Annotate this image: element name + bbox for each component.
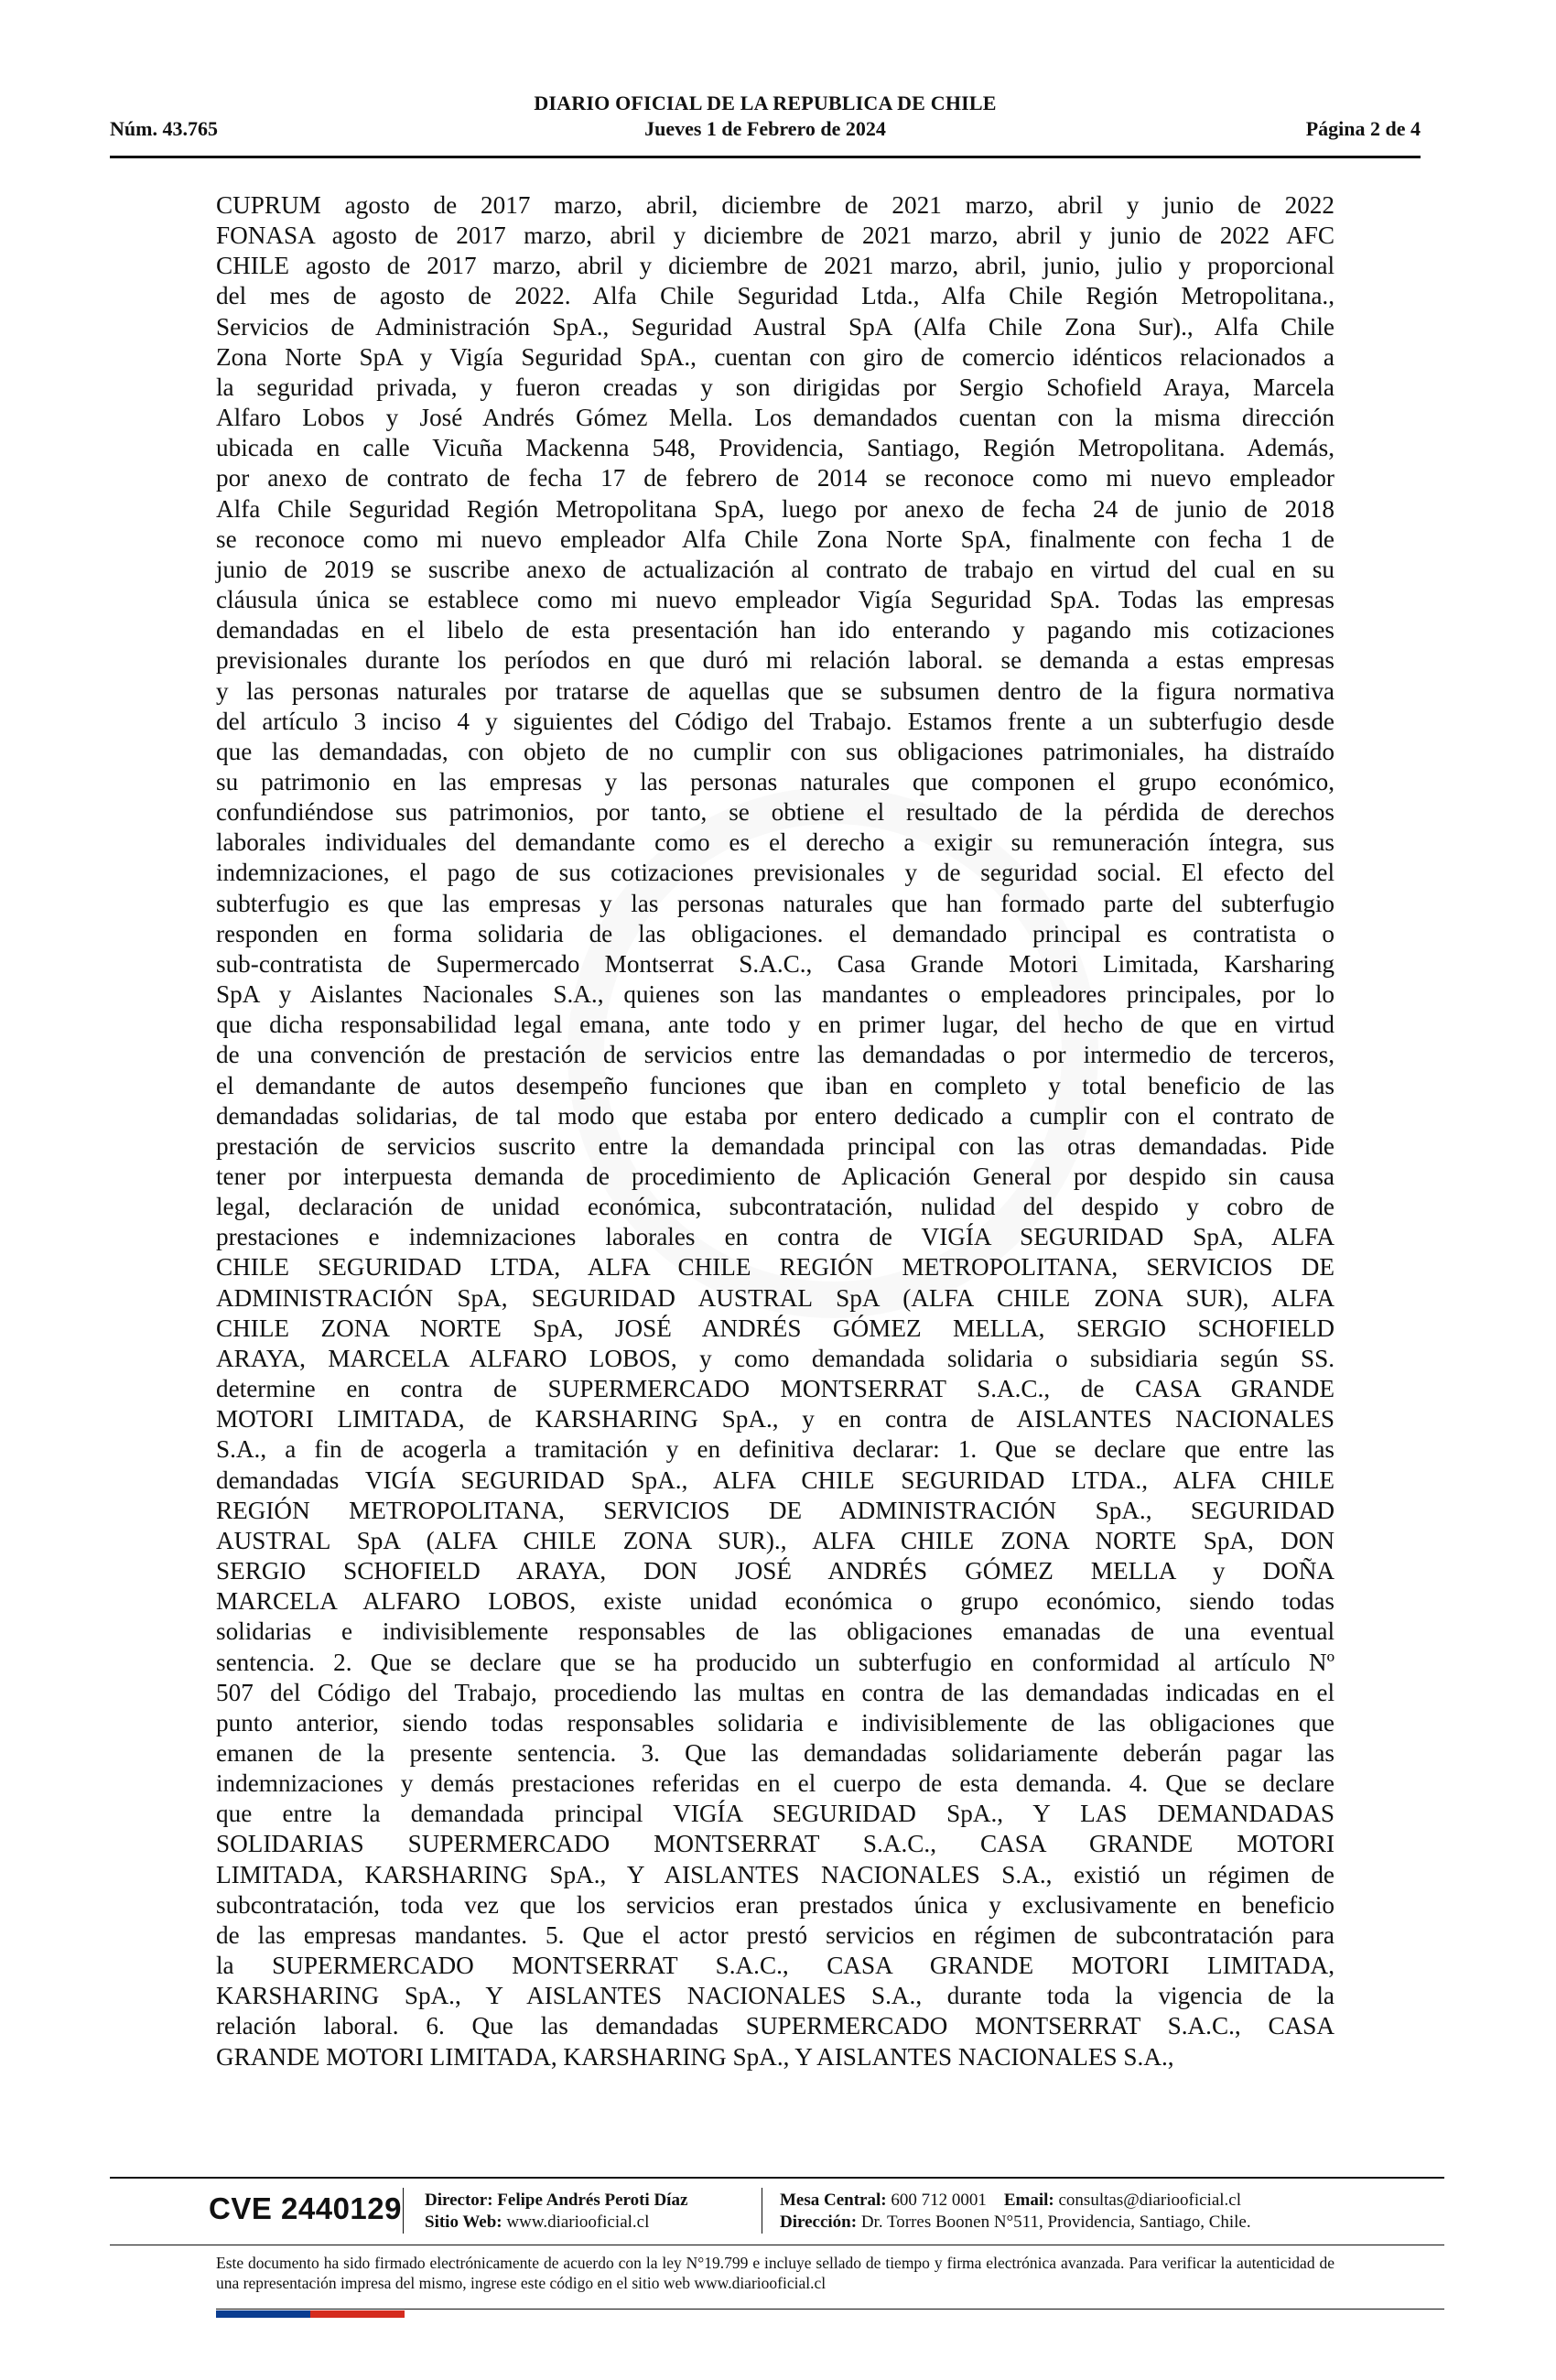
issue-date: Jueves 1 de Febrero de 2024 [644, 117, 886, 140]
body-line: ADMINISTRACIÓN SpA, SEGURIDAD AUSTRAL SpA (ALFA CHILE ZONA SUR), ALFA [216, 1283, 1334, 1312]
body-line: LIMITADA, KARSHARING SpA., Y AISLANTES NACIONALES S.A., existió un régimen de [216, 1860, 1334, 1888]
footer-director-block [425, 2190, 687, 2234]
body-line: CUPRUM agosto de 2017 marzo, abril, diciembre de 2021 marzo, abril y junio de 2022 [216, 191, 1334, 219]
body-line: junio de 2019 se suscribe anexo de actualización al contrato de trabajo en virtud del cual en su [216, 555, 1334, 583]
body-line: la seguridad privada, y fueron creadas y son dirigidas por Sergio Schofield Araya, Marcela [216, 373, 1334, 401]
body-line: subcontratación, toda vez que los servicios eran prestados única y exclusivamente en beneficio [216, 1890, 1334, 1919]
body-line: que dicha responsabilidad legal emana, ante todo y en primer lugar, del hecho de que en virtud [216, 1011, 1334, 1039]
body-line: por anexo de contrato de fecha 17 de febrero de 2014 se reconoce como mi nuevo empleador [216, 464, 1334, 492]
director-label: Director: [425, 2191, 493, 2210]
masthead [110, 92, 1421, 145]
body-line: 507 del Código del Trabajo, procediendo las multas en contra de las demandadas indicadas en el [216, 1678, 1334, 1706]
body-line: del mes de agosto de 2022. Alfa Chile Seguridad Ltda., Alfa Chile Región Metropolitana., [216, 282, 1334, 310]
body-line: SpA y Aislantes Nacionales S.A., quienes son las mandantes o empleadores principales, por lo [216, 980, 1334, 1009]
page-indicator: Página 2 de 4 [1305, 117, 1421, 140]
flag-red-segment [310, 2310, 405, 2318]
body-line: laborales individuales del demandante como es el derecho a exigir su remuneración íntegra, sus [216, 828, 1334, 857]
body-line: confundiéndose sus patrimonios, por tanto, se obtiene el resultado de la pérdida de derechos [216, 798, 1334, 827]
body-line: sub-contratista de Supermercado Montserrat S.A.C., Casa Grande Motori Limitada, Karsharing [216, 949, 1334, 978]
body-line: su patrimonio en las empresas y las personas naturales que componen el grupo económico, [216, 767, 1334, 795]
cve-code: CVE 2440129 [209, 2191, 402, 2225]
body-line: Alfa Chile Seguridad Región Metropolitana SpA, luego por anexo de fecha 24 de junio de 2018 [216, 494, 1334, 523]
phone-number: 600 712 0001 [891, 2191, 987, 2210]
body-line: prestación de servicios suscrito entre la demandada principal con las otras demandadas. Pide [216, 1131, 1334, 1160]
body-line: la SUPERMERCADO MONTSERRAT S.A.C., CASA GRANDE MOTORI LIMITADA, [216, 1952, 1334, 1980]
body-line: Servicios de Administración SpA., Seguridad Austral SpA (Alfa Chile Zona Sur)., Alfa Chile [216, 312, 1334, 341]
director-name: Felipe Andrés Peroti Díaz [497, 2191, 688, 2210]
body-line: que las demandadas, con objeto de no cumplir con sus obligaciones patrimoniales, ha distraído [216, 737, 1334, 765]
body-line: que entre la demandada principal VIGÍA SEGURIDAD SpA., Y LAS DEMANDADAS [216, 1800, 1334, 1828]
body-line: Alfaro Lobos y José Andrés Gómez Mella. Los demandados cuentan con la misma dirección [216, 404, 1334, 432]
body-line: solidarias e indivisiblemente responsables de las obligaciones emanadas de una eventual [216, 1617, 1334, 1646]
body-line: determine en contra de SUPERMERCADO MONTSERRAT S.A.C., de CASA GRANDE [216, 1375, 1334, 1403]
body-text [216, 190, 1334, 2072]
body-line: CHILE ZONA NORTE SpA, JOSÉ ANDRÉS GÓMEZ MELLA, SERGIO SCHOFIELD [216, 1314, 1334, 1342]
signature-disclaimer: Este documento ha sido firmado electrónicamente de acuerdo con la ley N°19.799 e incluye sellado de tiempo y firma electrónica avanzada. Para verificar la autenticidad de una representación impresa del mismo, ingrese este código en el sitio web www.diariooficial.cl [216, 2254, 1334, 2292]
body-line: MARCELA ALFARO LOBOS, existe unidad económica o grupo económico, siendo todas [216, 1587, 1334, 1616]
body-line: demandadas en el libelo de esta presentación han ido enterando y pagando mis cotizaciones [216, 616, 1334, 644]
body-line: S.A., a fin de acogerla a tramitación y en definitiva declarar: 1. Que se declare que entre las [216, 1435, 1334, 1464]
body-line: AUSTRAL SpA (ALFA CHILE ZONA SUR)., ALFA CHILE ZONA NORTE SpA, DON [216, 1526, 1334, 1554]
body-line: emanen de la presente sentencia. 3. Que las demandadas solidariamente deberán pagar las [216, 1738, 1334, 1767]
masthead-meta-row [110, 117, 1421, 145]
body-line: indemnizaciones, el pago de sus cotizaciones previsionales y de seguridad social. El efecto del [216, 859, 1334, 887]
site-link[interactable]: www.diariooficial.cl [506, 2212, 650, 2232]
body-line: de las empresas mandantes. 5. Que el actor prestó servicios en régimen de subcontratación para [216, 1920, 1334, 1949]
body-line: se reconoce como mi nuevo empleador Alfa Chile Zona Norte SpA, finalmente con fecha 1 de [216, 525, 1334, 553]
body-line: CHILE SEGURIDAD LTDA, ALFA CHILE REGIÓN METROPOLITANA, SERVICIOS DE [216, 1253, 1334, 1282]
body-line: REGIÓN METROPOLITANA, SERVICIOS DE ADMINISTRACIÓN SpA., SEGURIDAD [216, 1496, 1334, 1524]
body-line: prestaciones e indemnizaciones laborales en contra de VIGÍA SEGURIDAD SpA, ALFA [216, 1223, 1334, 1251]
footer-contact-block [780, 2190, 1251, 2234]
body-line: tener por interpuesta demanda de procedimiento de Aplicación General por despido sin causa [216, 1163, 1334, 1190]
phone-label: Mesa Central: [780, 2191, 887, 2210]
footer-divider-bottom [216, 2309, 1444, 2310]
body-line: ubicada en calle Vicuña Mackenna 548, Providencia, Santiago, Región Metropolitana. Además, [216, 434, 1334, 462]
body-line: legal, declaración de unidad económica, subcontratación, nulidad del despido y cobro de [216, 1193, 1334, 1221]
chile-flag-stripe [216, 2310, 405, 2318]
body-line: responden en forma solidaria de las obligaciones. el demandado principal es contratista o [216, 919, 1334, 947]
newspaper-title: DIARIO OFICIAL DE LA REPUBLICA DE CHILE [534, 92, 997, 114]
body-line: previsionales durante los períodos en que duró mi relación laboral. se demanda a estas empresas [216, 646, 1334, 675]
body-line: punto anterior, siendo todas responsables solidaria e indivisiblemente de las obligaciones que [216, 1708, 1334, 1736]
body-line: SOLIDARIAS SUPERMERCADO MONTSERRAT S.A.C., CASA GRANDE MOTORI [216, 1830, 1334, 1858]
body-line: indemnizaciones y demás prestaciones referidas en el cuerpo de esta demanda. 4. Que se declare [216, 1769, 1334, 1798]
body-line: y las personas naturales por tratarse de aquellas que se subsumen dentro de la figura normativa [216, 676, 1334, 705]
body-line: KARSHARING SpA., Y AISLANTES NACIONALES S.A., durante toda la vigencia de la [216, 1982, 1334, 2010]
body-line: del artículo 3 inciso 4 y siguientes del Código del Trabajo. Estamos frente a un subterfugio desde [216, 707, 1334, 735]
body-line: subterfugio es que las empresas y las personas naturales que han formado parte del subterfugio [216, 889, 1334, 917]
body-line: demandadas VIGÍA SEGURIDAD SpA., ALFA CHILE SEGURIDAD LTDA., ALFA CHILE [216, 1466, 1334, 1494]
body-line: cláusula única se establece como mi nuevo empleador Vigía Seguridad SpA. Todas las empresas [216, 586, 1334, 614]
body-line: ARAYA, MARCELA ALFARO LOBOS, y como demandada solidaria o subsidiaria según SS. [216, 1344, 1334, 1372]
body-line: SERGIO SCHOFIELD ARAYA, DON JOSÉ ANDRÉS GÓMEZ MELLA y DOÑA [216, 1557, 1334, 1585]
body-line: el demandante de autos desempeño funciones que iban en completo y total beneficio de las [216, 1071, 1334, 1099]
email-label: Email: [1003, 2191, 1054, 2210]
body-line: sentencia. 2. Que se declare que se ha producido un subterfugio en conformidad al artículo Nº [216, 1648, 1334, 1676]
address-label: Dirección: [780, 2212, 858, 2232]
site-label: Sitio Web: [425, 2212, 502, 2232]
body-line: relación laboral. 6. Que las demandadas SUPERMERCADO MONTSERRAT S.A.C., CASA [216, 2012, 1334, 2040]
body-line: Zona Norte SpA y Vigía Seguridad SpA., cuentan con giro de comercio idénticos relacionados a [216, 342, 1334, 371]
body-line: FONASA agosto de 2017 marzo, abril y diciembre de 2021 marzo, abril y junio de 2022 AFC [216, 222, 1334, 250]
body-line: demandadas solidarias, de tal modo que estaba por entero dedicado a cumplir con el contrato de [216, 1101, 1334, 1130]
email-link[interactable]: consultas@diariooficial.cl [1058, 2191, 1242, 2210]
footer-divider-top [110, 2177, 1444, 2179]
body-line: MOTORI LIMITADA, de KARSHARING SpA., y en contra de AISLANTES NACIONALES [216, 1405, 1334, 1433]
header-divider [110, 156, 1421, 158]
footer-separator [403, 2188, 404, 2234]
issue-number: Núm. 43.765 [110, 117, 218, 140]
body-line: GRANDE MOTORI LIMITADA, KARSHARING SpA., Y AISLANTES NACIONALES S.A., [216, 2042, 1174, 2071]
address-text: Dr. Torres Boonen N°511, Providencia, Santiago, Chile. [860, 2212, 1251, 2232]
flag-blue-segment [216, 2310, 310, 2318]
body-line: de una convención de prestación de servicios entre las demandadas o por intermedio de terceros, [216, 1041, 1334, 1069]
footer-info [110, 2184, 1444, 2237]
body-line: CHILE agosto de 2017 marzo, abril y diciembre de 2021 marzo, abril, junio, julio y proporcional [216, 252, 1334, 280]
